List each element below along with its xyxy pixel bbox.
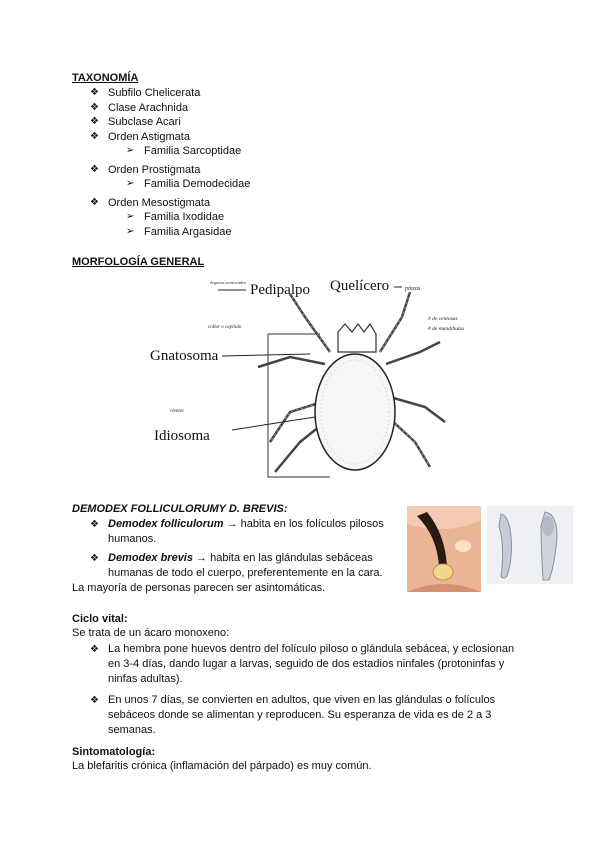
gnatosoma-shape bbox=[338, 324, 376, 352]
handwritten-ventosas: # de ventosas bbox=[428, 316, 458, 322]
handwritten-mandibulas: # de mandíbulas bbox=[428, 326, 465, 332]
hair-follicle-image bbox=[407, 506, 481, 592]
list-item: ❖ Orden Mesostigmata bbox=[90, 196, 211, 209]
arrow-bullet-icon: ➢ bbox=[126, 145, 135, 156]
diamond-bullet-icon: ❖ bbox=[90, 101, 99, 113]
sintomatologia-text: La blefaritis crónica (inflamación del párpado) es muy común. bbox=[72, 760, 372, 772]
idiosoma-label: Idiosoma bbox=[154, 428, 210, 444]
morfologia-heading: MORFOLOGÍA GENERAL bbox=[72, 256, 205, 268]
gnatosoma-label: Gnatosoma bbox=[150, 348, 219, 364]
diamond-bullet-icon: ❖ bbox=[90, 163, 99, 175]
idiosoma-shape bbox=[315, 354, 395, 470]
list-item: ❖ Demodex folliculorum → habita en los folículos pilosos humanos. bbox=[90, 518, 384, 545]
sintomatologia-heading: Sintomatología: bbox=[72, 746, 156, 758]
sub-list-item: ➢ Familia Sarcoptidae bbox=[126, 145, 242, 157]
list-item: ❖ La hembra pone huevos dentro del folículo piloso o glándula sebácea, y eclosionan en 3-4 días, dando lugar a larvas, seguido de dos estadios ninfales (protoninfas y ninfas adultas). bbox=[90, 643, 515, 685]
diamond-bullet-icon: ❖ bbox=[90, 695, 99, 706]
diamond-bullet-icon: ❖ bbox=[90, 116, 99, 127]
demodex-list bbox=[90, 517, 398, 581]
list-item: ❖ En unos 7 días, se convierten en adultos, que viven en las glándulas o folículos sebáceos donde se alimentan y reproducen. Su esperanza de vida es de 2 a 3 semanas. bbox=[90, 694, 496, 736]
list-item: ❖ Clase Arachnida bbox=[90, 101, 189, 114]
list-item: ❖ Orden Prostigmata bbox=[90, 163, 201, 176]
diamond-bullet-icon: ❖ bbox=[90, 130, 99, 142]
list-item: ❖ Subclase Acari bbox=[90, 116, 181, 128]
handwritten-vientre: vientre bbox=[170, 409, 184, 414]
ciclo-intro: Se trata de un ácaro monoxeno: bbox=[72, 627, 230, 639]
taxonomy-list bbox=[90, 86, 408, 239]
demodex-micrograph bbox=[487, 506, 573, 584]
quelicero-label: Quelícero bbox=[330, 278, 390, 294]
ciclo-list bbox=[90, 642, 528, 738]
diamond-bullet-icon: ❖ bbox=[90, 87, 99, 98]
diamond-bullet-icon: ❖ bbox=[90, 644, 99, 655]
list-item: ❖ Demodex brevis → habita en las glándulas sebáceas humanas de todo el cuerpo, preferentemente en la cara. bbox=[90, 552, 383, 579]
ciclo-heading: Ciclo vital: bbox=[72, 613, 128, 625]
handwritten-pinzas: pinzas bbox=[405, 286, 421, 292]
diamond-bullet-icon: ❖ bbox=[90, 553, 99, 564]
taxonomia-heading: TAXONOMÍA bbox=[72, 72, 139, 84]
arrow-bullet-icon: ➢ bbox=[126, 225, 135, 237]
handwritten-organos: órganos sensoriales bbox=[210, 280, 246, 285]
demodex-heading: DEMODEX FOLLICULORUMY D. BREVIS: bbox=[72, 503, 288, 515]
handwritten-collar: collar o capítulo bbox=[208, 325, 242, 330]
list-item: ❖ Subfilo Chelicerata bbox=[90, 87, 201, 99]
sub-list-item: ➢ Familia Demodecidae bbox=[126, 178, 251, 190]
pedipalpo-label: Pedipalpo bbox=[250, 282, 310, 298]
list-item: ❖ Orden Astigmata bbox=[90, 130, 190, 143]
mite-diagram bbox=[140, 272, 480, 488]
diamond-bullet-icon: ❖ bbox=[90, 519, 99, 530]
arrow-bullet-icon: ➢ bbox=[126, 211, 135, 222]
diamond-bullet-icon: ❖ bbox=[90, 196, 99, 208]
sub-list-item: ➢ Familia Argasidae bbox=[126, 225, 232, 238]
demodex-note: La mayoría de personas parecen ser asintomáticas. bbox=[72, 582, 326, 594]
sub-list-item: ➢ Familia Ixodidae bbox=[126, 211, 225, 223]
arrow-bullet-icon: ➢ bbox=[126, 178, 135, 189]
